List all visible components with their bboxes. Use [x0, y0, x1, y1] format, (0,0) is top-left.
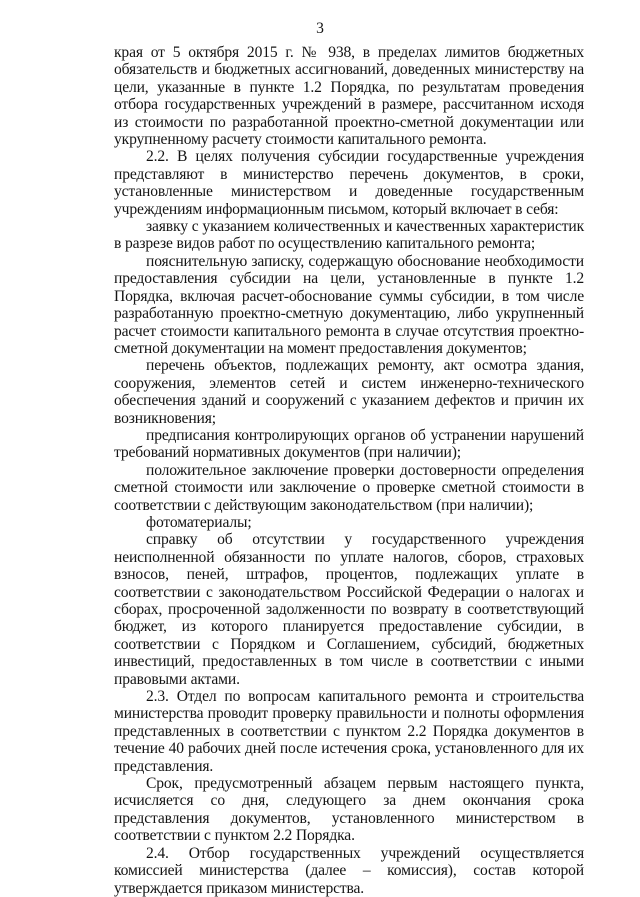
paragraph-2-2: 2.2. В целях получения субсидии государственные учреждения представляют в министерство перечень документов, в сроки, установленные министерством и доведенные государственным учреждениям информационным письмом, который включает в себя:	[114, 148, 584, 218]
list-item-orders: предписания контролирующих органов об устранении нарушений требований нормативных документов (при наличии);	[114, 426, 584, 462]
paragraph-2-3-term: Срок, предусмотренный абзацем первым настоящего пункта, исчисляется со дня, следующего за днем окончания срока представления документов, установленного министерством в соответствии с пунктом 2.2 Порядка.	[114, 775, 584, 845]
page-number: 3	[316, 20, 324, 37]
list-item-estimate-conclusion: положительное заключение проверки достоверности определения сметной стоимости или заключение о проверке сметной стоимости в соответствии с действующим законодательством (при наличии);	[114, 461, 584, 514]
list-item-application: заявку с указанием количественных и качественных характеристик в разрезе видов работ по осуществлению капитального ремонта;	[114, 218, 584, 253]
list-item-explanatory-note: пояснительную записку, содержащую обоснование необходимости предоставления субсидии на цели, установленные в пункте 1.2 Порядка, включая расчет-обоснование суммы субсидии, в том числе разработанную проектно-сметную документацию, либо укрупненный расчет стоимости капитального ремонта в случае отсутствия проектно-сметной документации на момент предоставления документов;	[114, 252, 584, 357]
list-item-photos: фотоматериалы;	[146, 513, 252, 531]
paragraph-2-3: 2.3. Отдел по вопросам капитального ремонта и строительства министерства проводит проверку правильности и полноты оформления представленных в соответствии с пунктом 2.2 Порядка документов в течение 40 рабочих дней после истечения срока, установленного для их представления.	[114, 688, 584, 775]
list-item-tax-certificate: справку об отсутствии у государственного учреждения неисполненной обязанности по уплате налогов, сборов, страховых взносов, пеней, штрафов, процентов, подлежащих уплате в соответствии с законодательством Российской Федерации о налогах и сборах, просроченной задолженности по возврату в соответствующий бюджет, из которого планируется предоставление субсидии, в соответствии с Порядком и Соглашением, субсидий, бюджетных инвестиций, предоставленных в том числе в соответствии с иными правовыми актами.	[114, 531, 584, 688]
paragraph-2-4: 2.4. Отбор государственных учреждений осуществляется комиссией министерства (далее – комиссия), состав которой утверждается приказом министерства.	[114, 844, 584, 897]
paragraph-continuation: края от 5 октября 2015 г. № 938, в пределах лимитов бюджетных обязательств и бюджетных ассигнований, доведенных министерству на цели, указанные в пункте 1.2 Порядка, по результатам проведения отбора государственных учреждений в размере, рассчитанном исходя из стоимости по разработанной проектно-сметной документации или укрупненному расчету стоимости капитального ремонта.	[114, 44, 584, 149]
list-item-object-list: перечень объектов, подлежащих ремонту, акт осмотра здания, сооружения, элементов сетей и систем инженерно-технического обеспечения зданий и сооружений с указанием дефектов и причин их возникновения;	[114, 357, 584, 427]
document-body	[114, 44, 584, 897]
